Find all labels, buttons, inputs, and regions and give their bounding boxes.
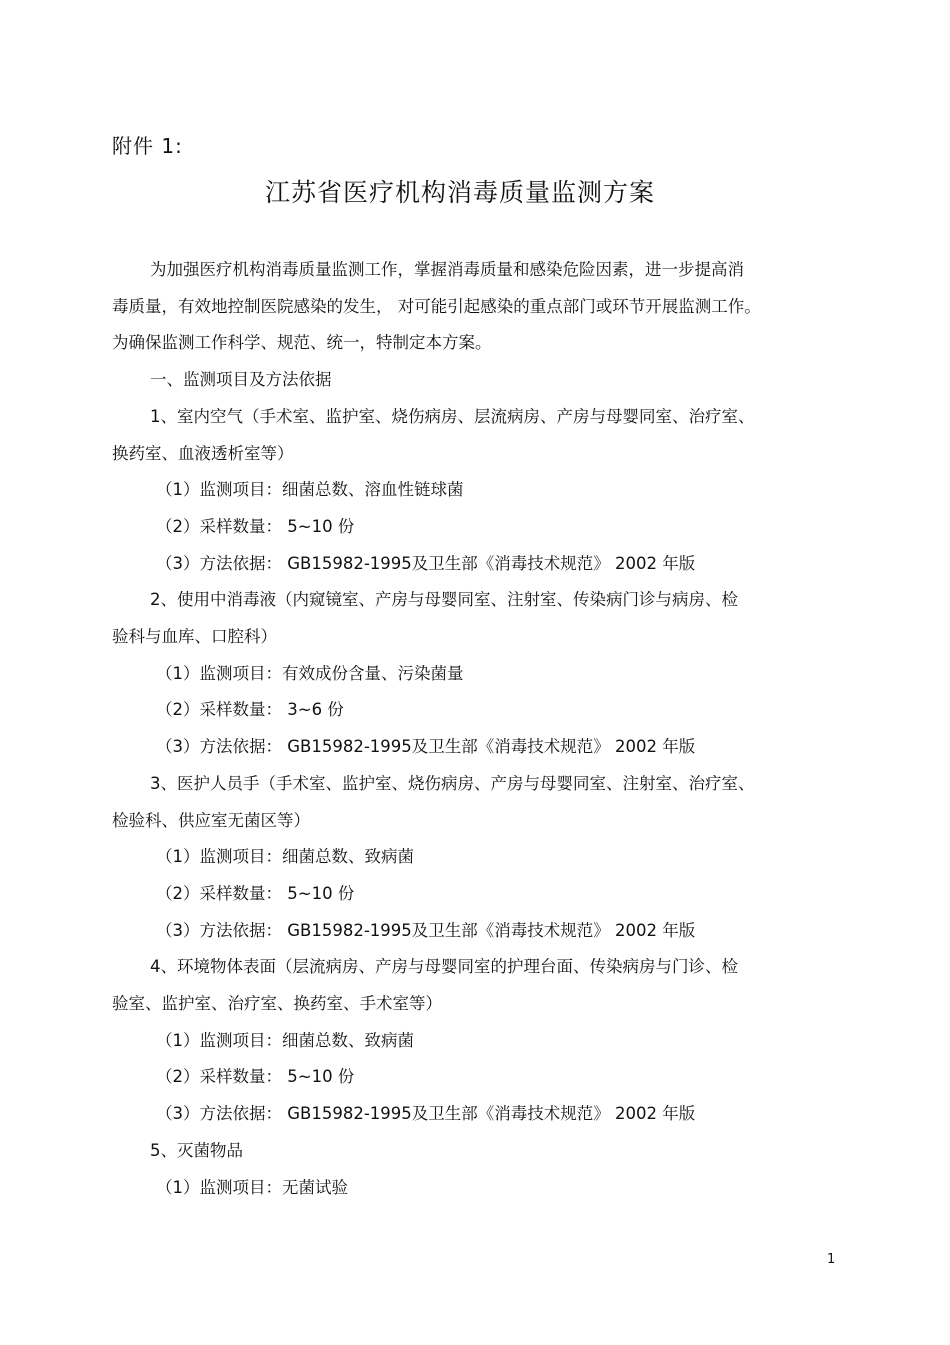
document-title: 江苏省医疗机构消毒质量监测方案 xyxy=(264,178,655,207)
document-body xyxy=(112,252,822,1206)
list-item: （2）采样数量： 3~6 份 xyxy=(156,700,344,720)
subsection-heading-continuation: 换药室、血液透析室等） xyxy=(112,443,294,463)
list-item: （1）监测项目：有效成份含量、污染菌量 xyxy=(156,663,464,683)
list-item: （2）采样数量： 5~10 份 xyxy=(156,1067,355,1087)
subsection-heading: 5、灭菌物品 xyxy=(150,1140,243,1160)
intro-paragraph-line: 毒质量，有效地控制医院感染的发生， 对可能引起感染的重点部门或环节开展监测工作。 xyxy=(112,296,761,316)
list-item: （3）方法依据： GB15982-1995及卫生部《消毒技术规范》 2002 年版 xyxy=(156,920,696,940)
list-item: （1）监测项目：无菌试验 xyxy=(156,1177,348,1197)
subsection-heading: 4、环境物体表面（层流病房、产房与母婴同室的护理台面、传染病房与门诊、检 xyxy=(150,957,738,977)
list-item: （3）方法依据： GB15982-1995及卫生部《消毒技术规范》 2002 年版 xyxy=(156,1104,696,1124)
subsection-heading-continuation: 验科与血库、口腔科） xyxy=(112,627,277,647)
page-number: 1 xyxy=(827,1252,836,1267)
list-item: （1）监测项目：细菌总数、溶血性链球菌 xyxy=(156,480,464,500)
list-item: （1）监测项目：细菌总数、致病菌 xyxy=(156,847,414,867)
attachment-label: 附件 1: xyxy=(112,134,183,158)
section-heading: 一、监测项目及方法依据 xyxy=(150,370,332,390)
list-item: （3）方法依据： GB15982-1995及卫生部《消毒技术规范》 2002 年版 xyxy=(156,553,696,573)
subsection-heading-continuation: 验室、监护室、治疗室、换药室、手术室等） xyxy=(112,994,442,1014)
list-item: （3）方法依据： GB15982-1995及卫生部《消毒技术规范》 2002 年版 xyxy=(156,737,696,757)
subsection-heading-continuation: 检验科、供应室无菌区等） xyxy=(112,810,310,830)
list-item: （2）采样数量： 5~10 份 xyxy=(156,883,355,903)
list-item: （2）采样数量： 5~10 份 xyxy=(156,516,355,536)
intro-paragraph-line: 为加强医疗机构消毒质量监测工作，掌握消毒质量和感染危险因素，进一步提高消 xyxy=(150,260,744,279)
subsection-heading: 2、使用中消毒液（内窥镜室、产房与母婴同室、注射室、传染病门诊与病房、检 xyxy=(150,590,738,610)
list-item: （1）监测项目：细菌总数、致病菌 xyxy=(156,1030,414,1050)
subsection-heading: 1、室内空气（手术室、监护室、烧伤病房、层流病房、产房与母婴同室、治疗室、 xyxy=(150,406,755,426)
intro-paragraph-line: 为确保监测工作科学、规范、统一，特制定本方案。 xyxy=(112,333,492,353)
subsection-heading: 3、医护人员手（手术室、监护室、烧伤病房、产房与母婴同室、注射室、治疗室、 xyxy=(150,773,755,793)
